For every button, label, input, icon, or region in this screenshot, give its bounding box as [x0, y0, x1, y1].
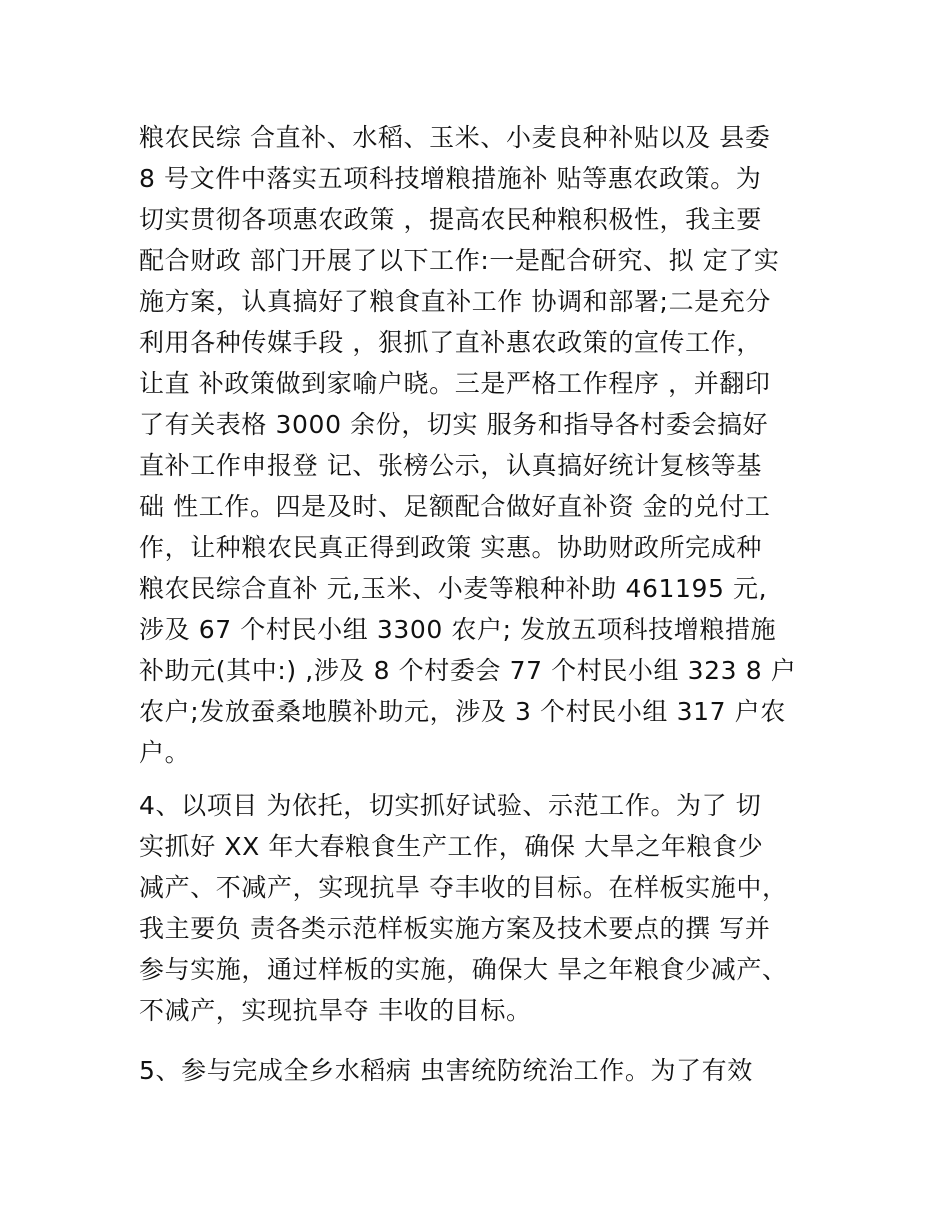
text-line: 参与实施，通过样板的实施，确保大 旱之年粮食少减产、	[139, 955, 788, 984]
text-line: 利用各种传媒手段 ，狠抓了直补惠农政策的宣传工作，	[139, 328, 762, 357]
text-line: 实抓好 XX 年大春粮食生产工作，确保 大旱之年粮食少	[139, 832, 764, 861]
text-line: 农户;发放蚕桑地膜补助元，涉及 3 个村民小组 317 户农	[139, 697, 786, 726]
text-line: 作，让种粮农民真正得到政策 实惠。协助财政所完成种	[139, 533, 762, 562]
text-line: 涉及 67 个村民小组 3300 农户; 发放五项科技增粮措施	[139, 615, 777, 644]
text-line: 配合财政 部门开展了以下工作:一是配合研究、拟 定了实	[139, 246, 780, 275]
text-line: 减产、不减产，实现抗旱 夺丰收的目标。在样板实施中，	[139, 873, 788, 902]
text-line: 我主要负 责各类示范样板实施方案及技术要点的撰 写并	[139, 914, 771, 943]
text-line: 粮农民综 合直补、水稻、玉米、小麦良种补贴以及 县委	[139, 123, 771, 152]
text-line: 不减产，实现抗旱夺 丰收的目标。	[139, 996, 532, 1025]
text-line: 户。	[139, 738, 191, 767]
text-line: 础 性工作。四是及时、足额配合做好直补资 金的兑付工	[139, 492, 771, 521]
text-line: 直补工作申报登 记、张榜公示，认真搞好统计复核等基	[139, 451, 762, 480]
text-line: 切实贯彻各项惠农政策 ，提高农民种粮积极性，我主要	[139, 205, 762, 234]
text-line: 粮农民综合直补 元,玉米、小麦等粮种补助 461195 元,	[139, 574, 768, 603]
text-line: 8 号文件中落实五项科技增粮措施补 贴等惠农政策。为	[139, 164, 762, 193]
text-line: 补助元(其中:) ,涉及 8 个村委会 77 个村民小组 323 8 户	[139, 656, 797, 685]
text-line: 了有关表格 3000 余份，切实 服务和指导各村委会搞好	[139, 410, 769, 439]
text-line: 施方案，认真搞好了粮食直补工作 协调和部署;二是充分	[139, 287, 771, 316]
text-line: 5、参与完成全乡水稻病 虫害统防统治工作。为了有效	[139, 1056, 753, 1085]
text-line: 4、以项目 为依托，切实抓好试验、示范工作。为了 切	[139, 791, 762, 820]
text-line: 让直 补政策做到家喻户晓。三是严格工作程序 ，并翻印	[139, 369, 771, 398]
